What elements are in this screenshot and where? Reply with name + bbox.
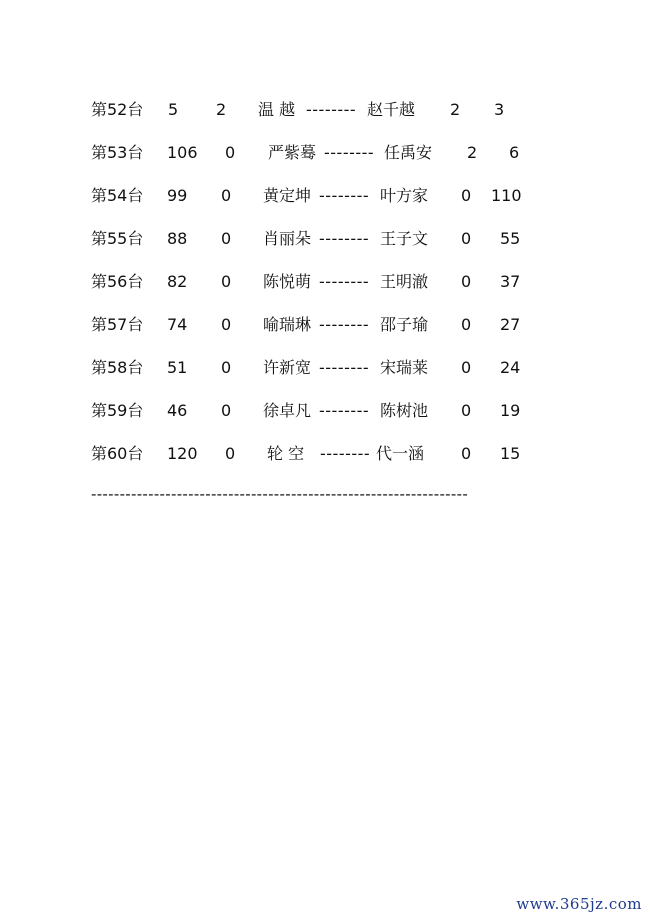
table-number: 第58台 <box>91 358 144 377</box>
score-3: 0 <box>461 272 472 291</box>
score-1: 106 <box>167 143 198 162</box>
score-1: 88 <box>167 229 188 248</box>
score-2: 0 <box>221 229 232 248</box>
score-1: 74 <box>167 315 188 334</box>
player-1: 徐卓凡 <box>263 401 312 420</box>
table-number: 第52台 <box>91 100 144 119</box>
score-2: 0 <box>221 315 232 334</box>
player-1: 轮 空 <box>267 444 305 463</box>
score-1: 120 <box>167 444 198 463</box>
player-1: 肖丽朵 <box>263 229 312 248</box>
score-3: 0 <box>461 229 472 248</box>
player-2: 邵子瑜 <box>380 315 429 334</box>
versus-dashes: -------- <box>319 229 370 248</box>
versus-dashes: -------- <box>319 315 370 334</box>
player-2: 赵千越 <box>367 100 416 119</box>
score-1: 46 <box>167 401 188 420</box>
score-3: 0 <box>461 186 472 205</box>
versus-dashes: -------- <box>319 272 370 291</box>
player-1: 喻瑞琳 <box>263 315 312 334</box>
pairing-row <box>0 313 650 337</box>
versus-dashes: -------- <box>319 186 370 205</box>
versus-dashes: -------- <box>324 143 375 162</box>
table-number: 第59台 <box>91 401 144 420</box>
score-3: 0 <box>461 444 472 463</box>
table-number: 第53台 <box>91 143 144 162</box>
pairing-row <box>0 399 650 423</box>
pairing-row <box>0 442 650 466</box>
versus-dashes: -------- <box>320 444 371 463</box>
score-3: 2 <box>450 100 461 119</box>
player-2: 王子文 <box>380 229 429 248</box>
score-4: 37 <box>500 272 521 291</box>
score-1: 5 <box>168 100 179 119</box>
player-1: 严紫蓦 <box>268 143 317 162</box>
score-2: 0 <box>221 186 232 205</box>
pairing-row <box>0 356 650 380</box>
pairing-row <box>0 184 650 208</box>
player-1: 许新宽 <box>263 358 312 377</box>
score-2: 0 <box>225 444 236 463</box>
player-2: 陈树池 <box>380 401 429 420</box>
score-2: 0 <box>221 358 232 377</box>
score-4: 15 <box>500 444 521 463</box>
score-4: 27 <box>500 315 521 334</box>
score-3: 2 <box>467 143 478 162</box>
score-4: 110 <box>491 186 522 205</box>
score-3: 0 <box>461 401 472 420</box>
table-number: 第57台 <box>91 315 144 334</box>
score-4: 6 <box>509 143 520 162</box>
score-4: 3 <box>494 100 505 119</box>
player-2: 宋瑞莱 <box>380 358 429 377</box>
table-number: 第54台 <box>91 186 144 205</box>
player-1: 黄定坤 <box>263 186 312 205</box>
score-2: 0 <box>221 401 232 420</box>
player-1: 温 越 <box>258 100 296 119</box>
score-4: 24 <box>500 358 521 377</box>
versus-dashes: -------- <box>306 100 357 119</box>
score-2: 0 <box>221 272 232 291</box>
pairing-row <box>0 141 650 165</box>
score-1: 51 <box>167 358 188 377</box>
player-2: 王明澈 <box>380 272 429 291</box>
score-1: 99 <box>167 186 188 205</box>
score-3: 0 <box>461 315 472 334</box>
player-1: 陈悦萌 <box>263 272 312 291</box>
table-number: 第56台 <box>91 272 144 291</box>
score-2: 0 <box>225 143 236 162</box>
watermark: www.365jz.com <box>516 895 642 913</box>
versus-dashes: -------- <box>319 358 370 377</box>
player-2: 叶方家 <box>380 186 429 205</box>
score-4: 55 <box>500 229 521 248</box>
player-2: 任禹安 <box>384 143 433 162</box>
versus-dashes: -------- <box>319 401 370 420</box>
separator-line: ------------------------------------------------------------------ <box>91 485 469 503</box>
player-2: 代一涵 <box>376 444 425 463</box>
score-2: 2 <box>216 100 227 119</box>
score-1: 82 <box>167 272 188 291</box>
pairing-row <box>0 270 650 294</box>
score-3: 0 <box>461 358 472 377</box>
score-4: 19 <box>500 401 521 420</box>
pairing-row <box>0 98 650 122</box>
table-number: 第55台 <box>91 229 144 248</box>
pairing-row <box>0 227 650 251</box>
table-number: 第60台 <box>91 444 144 463</box>
